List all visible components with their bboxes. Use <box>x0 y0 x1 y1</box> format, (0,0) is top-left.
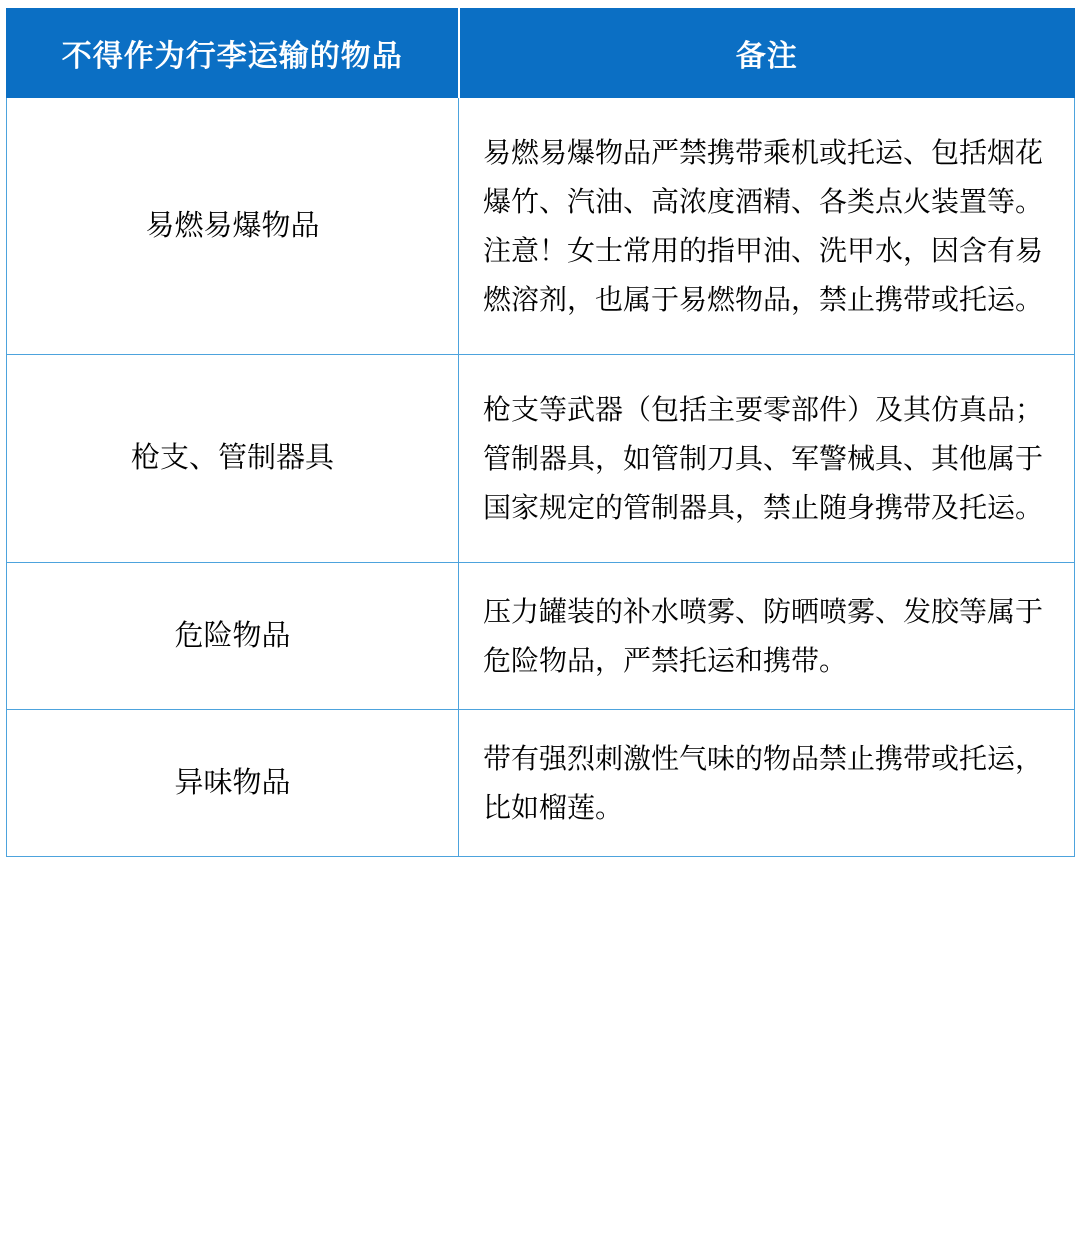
note-paragraph: 注意！女士常用的指甲油、洗甲水，因含有易燃溶剂，也属于易燃物品，禁止携带或托运。 <box>483 235 1044 315</box>
table-row <box>7 355 1075 563</box>
cell-item-name: 枪支、管制器具 <box>7 355 459 563</box>
note-paragraph: 带有强烈刺激性气味的物品禁止携带或托运，比如榴莲。 <box>483 743 1044 823</box>
cell-item-note <box>459 710 1075 857</box>
table-row <box>7 563 1075 710</box>
cell-item-name: 危险物品 <box>7 563 459 710</box>
prohibited-items-table <box>6 8 1075 857</box>
note-paragraph: 压力罐装的补水喷雾、防晒喷雾、发胶等属于危险物品，严禁托运和携带。 <box>483 596 1044 676</box>
cell-item-note <box>459 563 1075 710</box>
table-row <box>7 710 1075 857</box>
column-header-item: 不得作为行李运输的物品 <box>7 9 459 98</box>
cell-item-note <box>459 98 1075 355</box>
table-header-row <box>7 9 1075 98</box>
cell-item-name: 易燃易爆物品 <box>7 98 459 355</box>
cell-item-note <box>459 355 1075 563</box>
note-paragraph: 枪支等武器（包括主要零部件）及其仿真品；管制器具，如管制刀具、军警械具、其他属于国家规定的管制器具，禁止随身携带及托运。 <box>483 394 1044 523</box>
table-header <box>7 9 1075 98</box>
cell-item-name: 异味物品 <box>7 710 459 857</box>
note-paragraph: 易燃易爆物品严禁携带乘机或托运、包括烟花爆竹、汽油、高浓度酒精、各类点火装置等。 <box>483 137 1044 217</box>
table-row <box>7 98 1075 355</box>
column-header-note: 备注 <box>459 9 1075 98</box>
table-body <box>7 98 1075 857</box>
